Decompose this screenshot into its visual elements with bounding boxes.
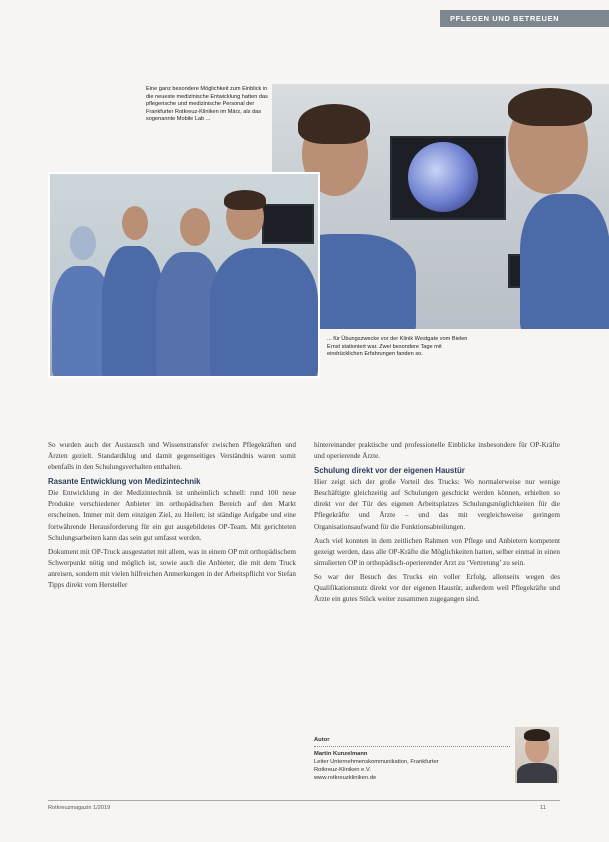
author-divider	[314, 746, 510, 747]
text-column-left	[48, 440, 296, 594]
paragraph: So war der Besuch des Trucks ein voller Erfolg, allenseits wegen des Qualifikationsnutz direkt vor der eigenen Haustür, außerdem weil Pflegekräfte und Ärzte ein gutes Stück weiter zusammen zugegangen sind.	[314, 572, 560, 604]
photo-group-training	[48, 172, 320, 378]
monitor	[262, 204, 314, 244]
paragraph: hintereinander praktische und professionelle Einblicke insbesondere für OP-Kräfte und operierende Ärzte.	[314, 441, 560, 461]
author-org: Rotkreuz-Kliniken e.V.	[314, 767, 371, 773]
author-shirt	[517, 763, 557, 783]
author-hair	[524, 729, 550, 741]
footer-divider	[48, 800, 560, 801]
photo-monitor-training	[272, 84, 609, 329]
person-hair	[508, 88, 592, 126]
person-scrubs	[210, 248, 318, 378]
text-column-right	[314, 440, 560, 608]
person-head	[122, 206, 148, 240]
author-website[interactable]: www.rotkreuzkliniken.de	[314, 775, 377, 781]
person-scrubs	[102, 246, 164, 378]
person-head	[180, 208, 210, 246]
paragraph: Hier zeigt sich der große Vorteil des Trucks: Wo normalerweise nur wenige Beschäftigte gleichzeitig auf Schulungen geschickt werden können, erhielten so direkt vor der Tür des eigenen Arbeitsplatzes Schulungsmöglichkeiten für die Pflegekräfte und Ärzte – und das mit vergleichsweise geringem Organisationsaufwand für die Funktionsabteilungen.	[314, 478, 560, 531]
author-photo	[515, 727, 559, 783]
caption-bottom: ... für Übungszwecke vor der Klinik Westgate vom Bielen Ernst stationiert war. Zwei besondere Tage mit eindrücklichen Erfahrungen fanden so.	[327, 336, 468, 358]
author-role: Leiter Unternehmenskommunikation, Frankfurter	[314, 759, 439, 765]
paragraph: Dokument mit OP-Truck ausgestattet mit allem, was in einem OP mit orthopädischem Schwerpunkt nötig und möglich ist, sowie auch die Anbieter, die mit dem Truck anreisen, sondern mit vielen hilfreichen Anmerkungen in der Arbeitspflicht vor Stefan Tipps direkt vom Hersteller	[48, 547, 296, 590]
author-box	[314, 736, 514, 782]
footer-publication: Rotkreuzmagazin 1/2019	[48, 805, 111, 811]
section-tag: PFLEGEN UND BETREUEN	[440, 10, 609, 27]
endoscope-image	[408, 142, 478, 212]
paragraph: Auch viel konnten in dem zeitlichen Rahmen von Pflege und Anbietern kompetent gezeigt werden, dass alle OP-Kräfte die Möglichkeiten hatten, selber einmal in einen simulierten OP in orthopädisch-operierender Arzt zu ‘Vertretung’ zu sein.	[314, 536, 560, 567]
author-label: Autor	[314, 737, 330, 743]
person-scrubs	[520, 194, 609, 329]
paragraph: Die Entwicklung in der Medizintechnik ist unheimlich schnell: rund 100 neue Produkte verschiedener Anbieter im orthopädischen Bereich auf den Markt erscheinen. Immer mit dem einzigen Ziel, zu Heilen; ist ständige Aufgabe und eine fortwährende Herausforderung für ein gut ausgebildetes OP-Team. Mit gerichteten Schulungsarbeiten kann das sein gut umfasst werden.	[48, 489, 296, 542]
person-hair	[298, 104, 370, 144]
person-cap	[70, 226, 96, 260]
person-hair	[224, 190, 266, 210]
page-number: 11	[540, 805, 546, 811]
subheading: Schulung direkt vor der eigenen Haustür	[314, 466, 465, 476]
caption-top: Eine ganz besondere Möglichkeit zum Einblick in die neueste medizinische Entwicklung hatten das pflegerische und medizinische Personal der Frankfurter Rotkreuz-Kliniken im März, als das sogenannte Mobile Lab ...	[146, 86, 268, 123]
subheading: Rasante Entwicklung von Medizintechnik	[48, 477, 201, 487]
author-name: Martin Kunzelmann	[314, 751, 368, 757]
paragraph: So wurden auch der Austausch und Wissenstransfer zwischen Pflegekräften und Ärzten gezielt. Standardklug und damit gegenseitiges Verständnis waren somit ebenfalls in den Schulungsverhalten enthalten.	[48, 441, 296, 472]
monitor	[390, 136, 506, 220]
